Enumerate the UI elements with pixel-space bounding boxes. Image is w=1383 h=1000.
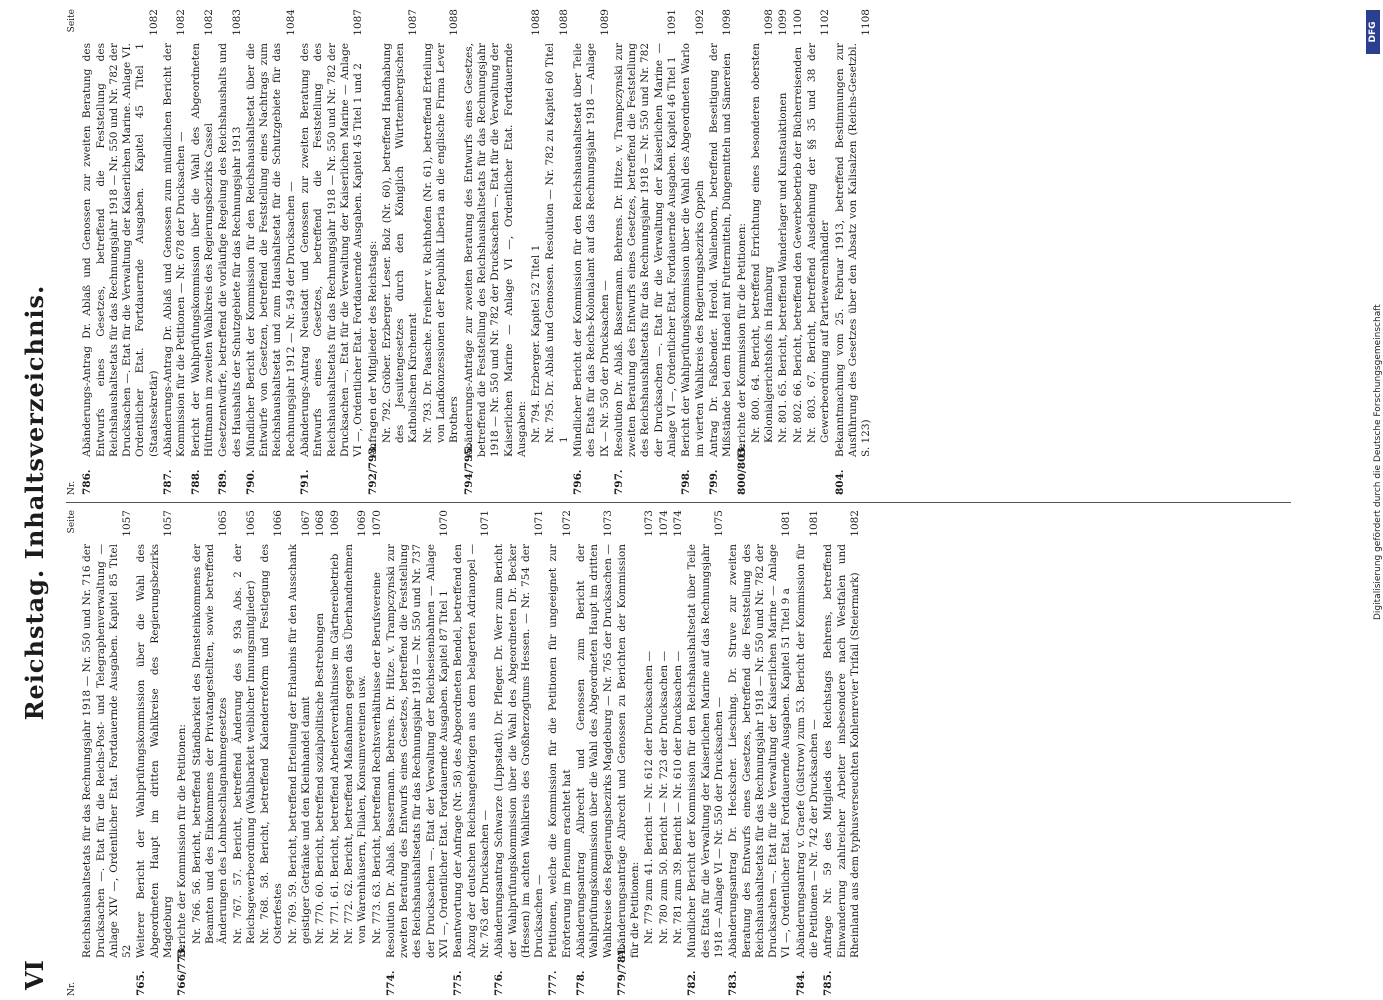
entry-text: Berichte der Kommission für die Petitionen:	[735, 223, 748, 457]
toc-entry	[493, 510, 546, 996]
entry-text: Bericht der Wahlprüfungskommission über die Wahl des Abgeordneten Hüttmann im zweiten Wahlkreis des Regierungsbezirks Cassel	[189, 43, 215, 457]
toc-entry	[314, 510, 327, 996]
column-divider	[66, 502, 1291, 503]
toc-entry	[616, 510, 643, 996]
entry-number: 788.	[189, 469, 202, 495]
right-entry-list	[81, 9, 873, 495]
left-column-head	[66, 510, 79, 996]
entry-text: Abänderungs-Antrag Neustadt und Genossen zur zweiten Beratung des Entwurfs eines Gesetzes, betreffend die Feststellung des Reichshaushaltsetats für das Rechnungsjahr 1918 — Nr. 550 und Nr. 782 der Drucksachen —. Etat für die Verwaltung der Kaiserlichen Marine — Anlage VI —, Ordentlicher Etat. Fortdauernde Ausgaben. Kapitel 45 Titel 1 und 2	[299, 43, 365, 457]
funding-note: Digitalisierung gefördert durch die Deutsche Forschungsgemeinschaft	[1373, 304, 1383, 620]
entry-number: 789.	[217, 469, 230, 495]
entry-page: 1057	[121, 510, 134, 537]
entry-number	[672, 944, 685, 982]
entry-text: Nr. 781 zum 39. Bericht — Nr. 610 der Drucksachen —	[672, 650, 685, 944]
entry-text: Abänderungsanträge Albrecht und Genossen zu Berichten der Kommission für die Petitionen:	[615, 544, 642, 958]
entry-page: 1081	[808, 510, 821, 537]
entry-text: Gesetzentwürfe, betreffend die vorläufige Regelung des Reichshaushalts und des Haushalts der Schutzgebiete für das Rechnungsjahr 1913	[217, 43, 243, 457]
toc-entry	[217, 9, 244, 495]
entry-number: 799.	[707, 469, 720, 495]
entry-text: Nr. 768. 58. Bericht, betreffend Kalenderreform und Festlegung des Osterfestes	[259, 544, 285, 944]
toc-entry	[385, 510, 451, 996]
entry-number	[544, 443, 571, 481]
entry-number: 775.	[452, 970, 465, 996]
entry-number: 783.	[727, 970, 740, 996]
entry-page: 1088	[448, 9, 461, 36]
entry-page: 1071	[478, 510, 491, 537]
entry-text: Resolution Dr. Ablaß. Bassermann. Behrens. Dr. Hitze. v. Trampczynski zur zweiten Beratung des Entwurfs eines Gesetzes, betreffend die Feststellung des Reichshaushaltsetats für das Rechnungsjahr 1918 — Nr. 550 und Nr. 782 der Drucksachen —. Etat für die Verwaltung der Kaiserlichen Marine — Anlage VI —, Ordentlicher Etat. Fortdauernde Ausgaben. Kapitel 46 Titel 1	[612, 43, 679, 457]
entry-number: 797.	[612, 469, 625, 495]
entry-text: Petitionen, welche die Kommission für die Petitionen für ungeeignet zur Erörterung im Plenum erachtet hat	[547, 544, 573, 958]
entry-text: Nr. 767. 57. Bericht, betreffend Änderung des § 93a Abs. 2 der Reichsgewerbeordnung (Wahlbarkeit weiblicher Innungsmitglieder)	[231, 544, 257, 944]
entry-number: 782.	[686, 970, 699, 996]
entry-text: Nr. 769. 59. Bericht, betreffend Erteilung der Erlaubnis für den Ausschank geistiger Getränke und den Kleinhandel damit	[286, 544, 313, 944]
toc-entry	[191, 510, 231, 996]
entry-text: Abänderungs-Antrag Dr. Ablaß und Genossen zur zweiten Beratung des Entwurfs eines Gesetzes, betreffend die Feststellung des Reichshaushaltsetats für das Rechnungsjahr 1918 — Nr. 550 und Nr. 782 der Drucksachen —. Etat für die Verwaltung der Kaiserlichen Marine. Anlage VI. Ordentlicher Etat. Fortdauernde Ausgaben. Kapitel 45 Titel 1 (Staatssekretär)	[81, 43, 160, 457]
toc-entry	[343, 510, 370, 996]
entry-text: Nr. 794. Erzberger. Kapitel 52 Titel 1	[530, 244, 543, 443]
entry-number: 798.	[680, 469, 693, 495]
entry-page: 1081	[780, 510, 793, 537]
entry-page: 1108	[860, 9, 873, 36]
toc-entry	[259, 510, 286, 996]
entry-text: Abänderungsantrag Dr. Heckscher. Liesching. Dr. Struve zur zweiten Beratung des Entwurfs eines Gesetzes, betreffend die Feststellung des Reichshaushaltsetats für das Rechnungsjahr 1918 — Nr. 550 und Nr. 782 der Drucksachen —. Etat für die Verwaltung der Kaiserlichen Marine — Anlage VI —, Ordentlicher Etat. Fortdauernde Ausgaben. Kapitel 51 Titel 9 a	[727, 544, 793, 958]
entry-text: Bericht der Wahlprüfungskommission über die Wahl des Abgeordneten Warlo im vierten Wahlkreis des Regierungsbezirks Oppeln	[680, 43, 706, 457]
toc-entry	[329, 510, 342, 996]
toc-entry	[299, 9, 365, 495]
entry-page: 1074	[657, 510, 670, 537]
toc-entry	[162, 9, 189, 495]
right-column	[66, 9, 1291, 495]
entry-number: 794/795.	[462, 443, 475, 495]
toc-entry	[777, 9, 790, 495]
entry-number: 777.	[547, 970, 560, 996]
entry-page: 1088	[530, 9, 543, 36]
entry-text: Berichte der Kommission für die Petitionen:	[176, 724, 189, 958]
toc-entry	[81, 510, 134, 996]
entry-page: 1098	[721, 9, 734, 36]
entry-text: Mündlicher Bericht der Kommission für den Reichshaushaltsetat über Teile des Etats für die Verwaltung der Kaiserlichen Marine auf das Rechnungsjahr 1918 — Anlage VI — Nr. 550 der Drucksachen —	[686, 544, 725, 958]
toc-entry	[381, 9, 421, 495]
entry-text: Abänderungsantrag Schwarze (Lippstadt). Dr. Pfleger. Dr. Werr zum Bericht der Wahlprüfungskommission über die Wahl des Abgeordneten Dr. Becker (Hessen) im achten Wahlkreis des Großherzogtums Hessen. — Nr. 754 der Drucksachen —	[493, 544, 546, 958]
entry-text: Nr. 802. 66. Bericht, betreffend den Gewerbebetrieb der Bücherreisenden	[791, 46, 804, 443]
toc-entry	[680, 9, 707, 495]
entry-number	[232, 944, 259, 982]
toc-entry	[544, 9, 571, 495]
entry-page: 1073	[643, 510, 656, 537]
entry-text: Nr. 795. Dr. Ablaß und Genossen. Resolution — Nr. 782 zu Kapitel 60 Titel 1	[544, 43, 570, 443]
entry-page: 1072	[560, 510, 573, 537]
toc-entry	[422, 9, 462, 495]
left-nr-label: Nr.	[67, 981, 77, 996]
right-seite-label: Seite	[67, 9, 77, 33]
toc-entry	[232, 510, 259, 996]
entry-text: Abänderungs-Anträge zur zweiten Beratung des Entwurfs eines Gesetzes, betreffend die Feststellung des Reichshaushaltsetats für das Rechnungsjahr 1918 — Nr. 550 und Nr. 782 der Drucksachen —. Etat für die Verwaltung der Kaiserlichen Marine — Anlage VI —, Ordentlicher Etat. Fortdauernde Ausgaben:	[462, 43, 528, 457]
toc-entry	[834, 9, 874, 495]
entry-text: Reichshaushaltsetats für das Rechnungsjahr 1918 — Nr. 550 und Nr. 716 der Drucksachen —. Etat für die Reichs-Post- und Telegraphenverwaltung — Anlage XIV —, Ordentlicher Etat. Fortdauernde Ausgaben. Kapitel 85 Titel 52	[81, 544, 134, 958]
entry-number: 765.	[135, 970, 148, 996]
entry-number	[343, 944, 370, 982]
entry-number	[806, 443, 833, 481]
entry-number	[530, 443, 543, 481]
entry-text: Bekanntmachung vom 25. Februar 1913, betreffend Bestimmungen zur Ausführung des Gesetzes über den Absatz von Kalisalzen (Reichs-Gesetzbl. S. 123)	[833, 43, 873, 457]
entry-text: Mündlicher Bericht der Kommission für den Reichshaushaltsetat über die Entwürfe von Gesetzen, betreffend die Feststellung eines Nachtrags zum Reichshaushaltsetat und zum Haushaltsetat für die Schutzgebiete für das Rechnungsjahr 1912 — Nr. 549 der Drucksachen —	[244, 43, 297, 457]
entry-text: Abänderungsantrag v. Graefe (Güstrow) zum 53. Bericht der Kommission für die Petitionen — Nr. 742 der Drucksachen —	[794, 544, 821, 958]
entry-number: 792/793.	[366, 443, 379, 495]
entry-text: Nr. 779 zum 41. Bericht — Nr. 612 der Drucksachen —	[643, 650, 656, 944]
entry-number: 796.	[571, 469, 584, 495]
entry-text: Nr. 803. 67. Bericht, betreffend Ausdehnung der §§ 35 und 38 der Gewerbeordnung auf Partiewarenhändler	[806, 43, 832, 443]
toc-entry	[572, 9, 612, 495]
entry-number: 791.	[299, 469, 312, 495]
entry-text: Nr. 792. Gröber. Erzberger. Leser. Bolz (Nr. 60), betreffend Handhabung des Jesuitengesetzes durch den Königlich Württembergischen Katholischen Kirchenrat	[380, 43, 420, 443]
entry-number: 784.	[794, 970, 807, 996]
entry-number	[422, 443, 462, 481]
entry-page: 1067	[300, 510, 313, 537]
entry-text: Nr. 770. 60. Bericht, betreffend sozialpolitische Bestrebungen	[314, 612, 327, 944]
entry-page: 1066	[272, 510, 285, 537]
toc-entry	[176, 510, 189, 996]
entry-text: Nr. 766. 56. Bericht, betreffend Ständbarkeit des Diensteinkommens der Beamten und des Einkommens der Privatangestellten, sowie betreffend Änderungen des Lohnbeschlagnahmegesetzes	[190, 544, 230, 944]
entry-page: 1082	[848, 510, 861, 537]
entry-page: 1084	[284, 9, 297, 36]
toc-entry	[367, 9, 380, 495]
entry-page: 1070	[370, 510, 383, 537]
entry-text: Nr. 800. 64. Bericht, betreffend Errichtung eines besonderen obersten Kolonialgerichtshofs in Hamburg	[749, 43, 776, 443]
toc-entry	[686, 510, 726, 996]
entry-page: 1069	[328, 510, 341, 537]
entry-number	[287, 944, 314, 982]
entry-text: Beantwortung der Anfrage (Nr. 58) des Abgeordneten Bendel, betreffend den Abzug der deutschen Reichsangehörigen aus dem belagerten Adrianopel — Nr. 763 der Drucksachen —	[452, 544, 491, 958]
entry-page: 1074	[672, 510, 685, 537]
entry-number	[658, 944, 671, 982]
toc-entry	[727, 510, 793, 996]
entry-page: 1082	[147, 9, 160, 36]
entry-number	[329, 944, 342, 982]
entry-number: 785.	[822, 970, 835, 996]
entry-number	[643, 944, 656, 982]
toc-entry	[708, 9, 735, 495]
entry-number: 778.	[574, 970, 587, 996]
entry-page: 1071	[533, 510, 546, 537]
toc-entry	[371, 510, 384, 996]
entry-number	[191, 944, 231, 982]
entry-number	[371, 944, 384, 982]
toc-entry	[135, 510, 175, 996]
toc-entry	[658, 510, 671, 996]
rotated-document	[18, 5, 1343, 1000]
entry-page: 1089	[598, 9, 611, 36]
page-title: Reichstag. Inhaltsverzeichnis.	[20, 284, 49, 721]
entry-page: 1065	[244, 510, 257, 537]
entry-text: Nr. 772. 62. Bericht, betreffend Maßnahmen gegen das Überhandnehmen von Warenhäusern, Filialen, Konsumvereinen usw.	[342, 544, 369, 944]
entry-page: 1082	[202, 9, 215, 36]
entry-number: 786.	[81, 469, 94, 495]
toc-entry	[736, 9, 749, 495]
toc-entry	[530, 9, 543, 495]
toc-entry	[287, 510, 314, 996]
entry-number: 776.	[493, 970, 506, 996]
entry-page: 1057	[162, 510, 175, 537]
entry-page: 1098	[763, 9, 776, 36]
entry-number: 804.	[833, 469, 846, 495]
entry-page: 1082	[175, 9, 188, 36]
entry-page: 1102	[819, 9, 832, 36]
entry-number	[81, 958, 134, 996]
entry-page: 1083	[230, 9, 243, 36]
toc-entry	[792, 9, 805, 495]
entry-text: Anfrage Nr. 59 des Mitglieds des Reichstags Behrens, betreffend Einwanderung zahlreicher Arbeiter insbesondere nach Westfalen und Rheinland aus dem typhusverseuchten Kohlenrevier Trifail (Steiermark)	[822, 544, 861, 958]
entry-number: 790.	[244, 469, 257, 495]
entry-page: 1088	[557, 9, 570, 36]
entry-text: Nr. 771. 61. Bericht, betreffend Arbeiterverhältnisse im Gärtnereibetrieb	[328, 553, 341, 944]
left-column	[66, 510, 1291, 996]
entry-number: 787.	[162, 469, 175, 495]
entry-number	[259, 944, 286, 982]
toc-entry	[452, 510, 492, 996]
entry-text: Nr. 793. Dr. Paasche. Freiherr v. Richthofen (Nr. 61), betreffend Erteilung von Landkonzessionen der Republik Liberia an die englische Firma Lever Brothers	[421, 43, 461, 443]
entry-number	[777, 443, 790, 481]
entry-page: 1073	[601, 510, 614, 537]
entry-page: 1099	[777, 9, 790, 36]
toc-entry	[547, 510, 574, 996]
toc-entry	[245, 9, 298, 495]
toc-entry	[795, 510, 822, 996]
entry-text: Abänderungsantrag Albrecht und Genossen zum Bericht der Wahlprüfungskommission über die Wahl des Abgeordneten Haupt im dritten Wahlkreise des Regierungsbezirks Magdeburg — Nr. 765 der Drucksachen —	[574, 544, 614, 958]
left-entry-list	[81, 510, 862, 996]
entry-text: Resolution Dr. Ablaß. Bassermann. Behrens. Dr. Hitze. v. Trampczynski zur zweiten Beratung des Entwurfs eines Gesetzes, betreffend die Feststellung des Reichshaushaltsetats für das Rechnungsjahr 1918 — Nr. 550 und Nr. 737 der Drucksachen —. Etat der Verwaltung der Reichseisenbahnen — Anlage XVI —, Ordentlicher Etat. Fortdauernde Ausgaben. Kapitel 87 Titel 1	[384, 544, 451, 958]
entry-page: 1087	[352, 9, 365, 36]
entry-number: 766/773.	[176, 944, 189, 996]
entry-text: Anfragen der Mitglieder des Reichstags:	[366, 240, 379, 457]
entry-number: 774.	[384, 970, 397, 996]
toc-entry	[81, 9, 161, 495]
toc-entry	[822, 510, 862, 996]
entry-text: Mündlicher Bericht der Kommission für den Reichshaushaltsetat über Teile des Etats für das Reichs-Kolonialamt auf das Rechnungsjahr 1918 — Anlage IX — Nr. 550 der Drucksachen —	[571, 43, 611, 457]
left-seite-label: Seite	[67, 510, 77, 534]
entry-page: 1070	[438, 510, 451, 537]
dfg-logo: DFG	[1366, 10, 1380, 54]
entry-text: Nr. 780 zum 50. Bericht — Nr. 723 der Drucksachen —	[657, 650, 670, 944]
entry-number	[314, 944, 327, 982]
entry-text: Weiterer Bericht der Wahlprüfungskommission über die Wahl des Abgeordneten Haupt im dritten Wahlkreise des Regierungsbezirks Magdeburg	[135, 544, 175, 958]
toc-entry	[806, 9, 833, 495]
toc-entry	[750, 9, 777, 495]
side-strip	[1366, 10, 1383, 620]
entry-number	[381, 443, 421, 481]
toc-entry	[643, 510, 656, 996]
toc-entry	[613, 9, 679, 495]
page-header	[18, 5, 58, 1000]
entry-page: 1091	[666, 9, 679, 36]
entry-page: 1087	[407, 9, 420, 36]
toc-entry	[575, 510, 615, 996]
toc-entry	[190, 9, 217, 495]
entry-text: Abänderungs-Antrag Dr. Ablaß und Genossen zum mündlichen Bericht der Kommission für die Petitionen — Nr. 678 der Drucksachen —	[162, 43, 188, 457]
entry-text: Nr. 773. 63. Bericht, betreffend Rechtsverhältnisse der Berufsvereine	[370, 572, 383, 944]
entry-number	[792, 443, 805, 481]
entry-page: 1100	[791, 9, 804, 36]
entry-page: 1065	[217, 510, 230, 537]
entry-number: 779/781.	[615, 944, 628, 996]
right-column-head	[66, 9, 79, 495]
right-nr-label: Nr.	[67, 480, 77, 495]
page-number: VI	[20, 960, 49, 990]
entry-number: 800/803.	[735, 443, 748, 495]
entry-page: 1075	[712, 510, 725, 537]
entry-page: 1069	[356, 510, 369, 537]
toc-entry	[672, 510, 685, 996]
entry-text: Nr. 801. 65. Bericht, betreffend Wanderlager und Kunstauktionen	[777, 92, 790, 443]
entry-text: Antrag Dr. Faßbender. Herold. Wallenborn, betreffend Beseitigung der Mißstände bei dem Handel mit Futtermitteln, Düngemitteln und Sämereien	[707, 43, 734, 457]
entry-page: 1068	[314, 510, 327, 537]
entry-number	[750, 443, 777, 481]
entry-page: 1092	[693, 9, 706, 36]
toc-entry	[463, 9, 529, 495]
